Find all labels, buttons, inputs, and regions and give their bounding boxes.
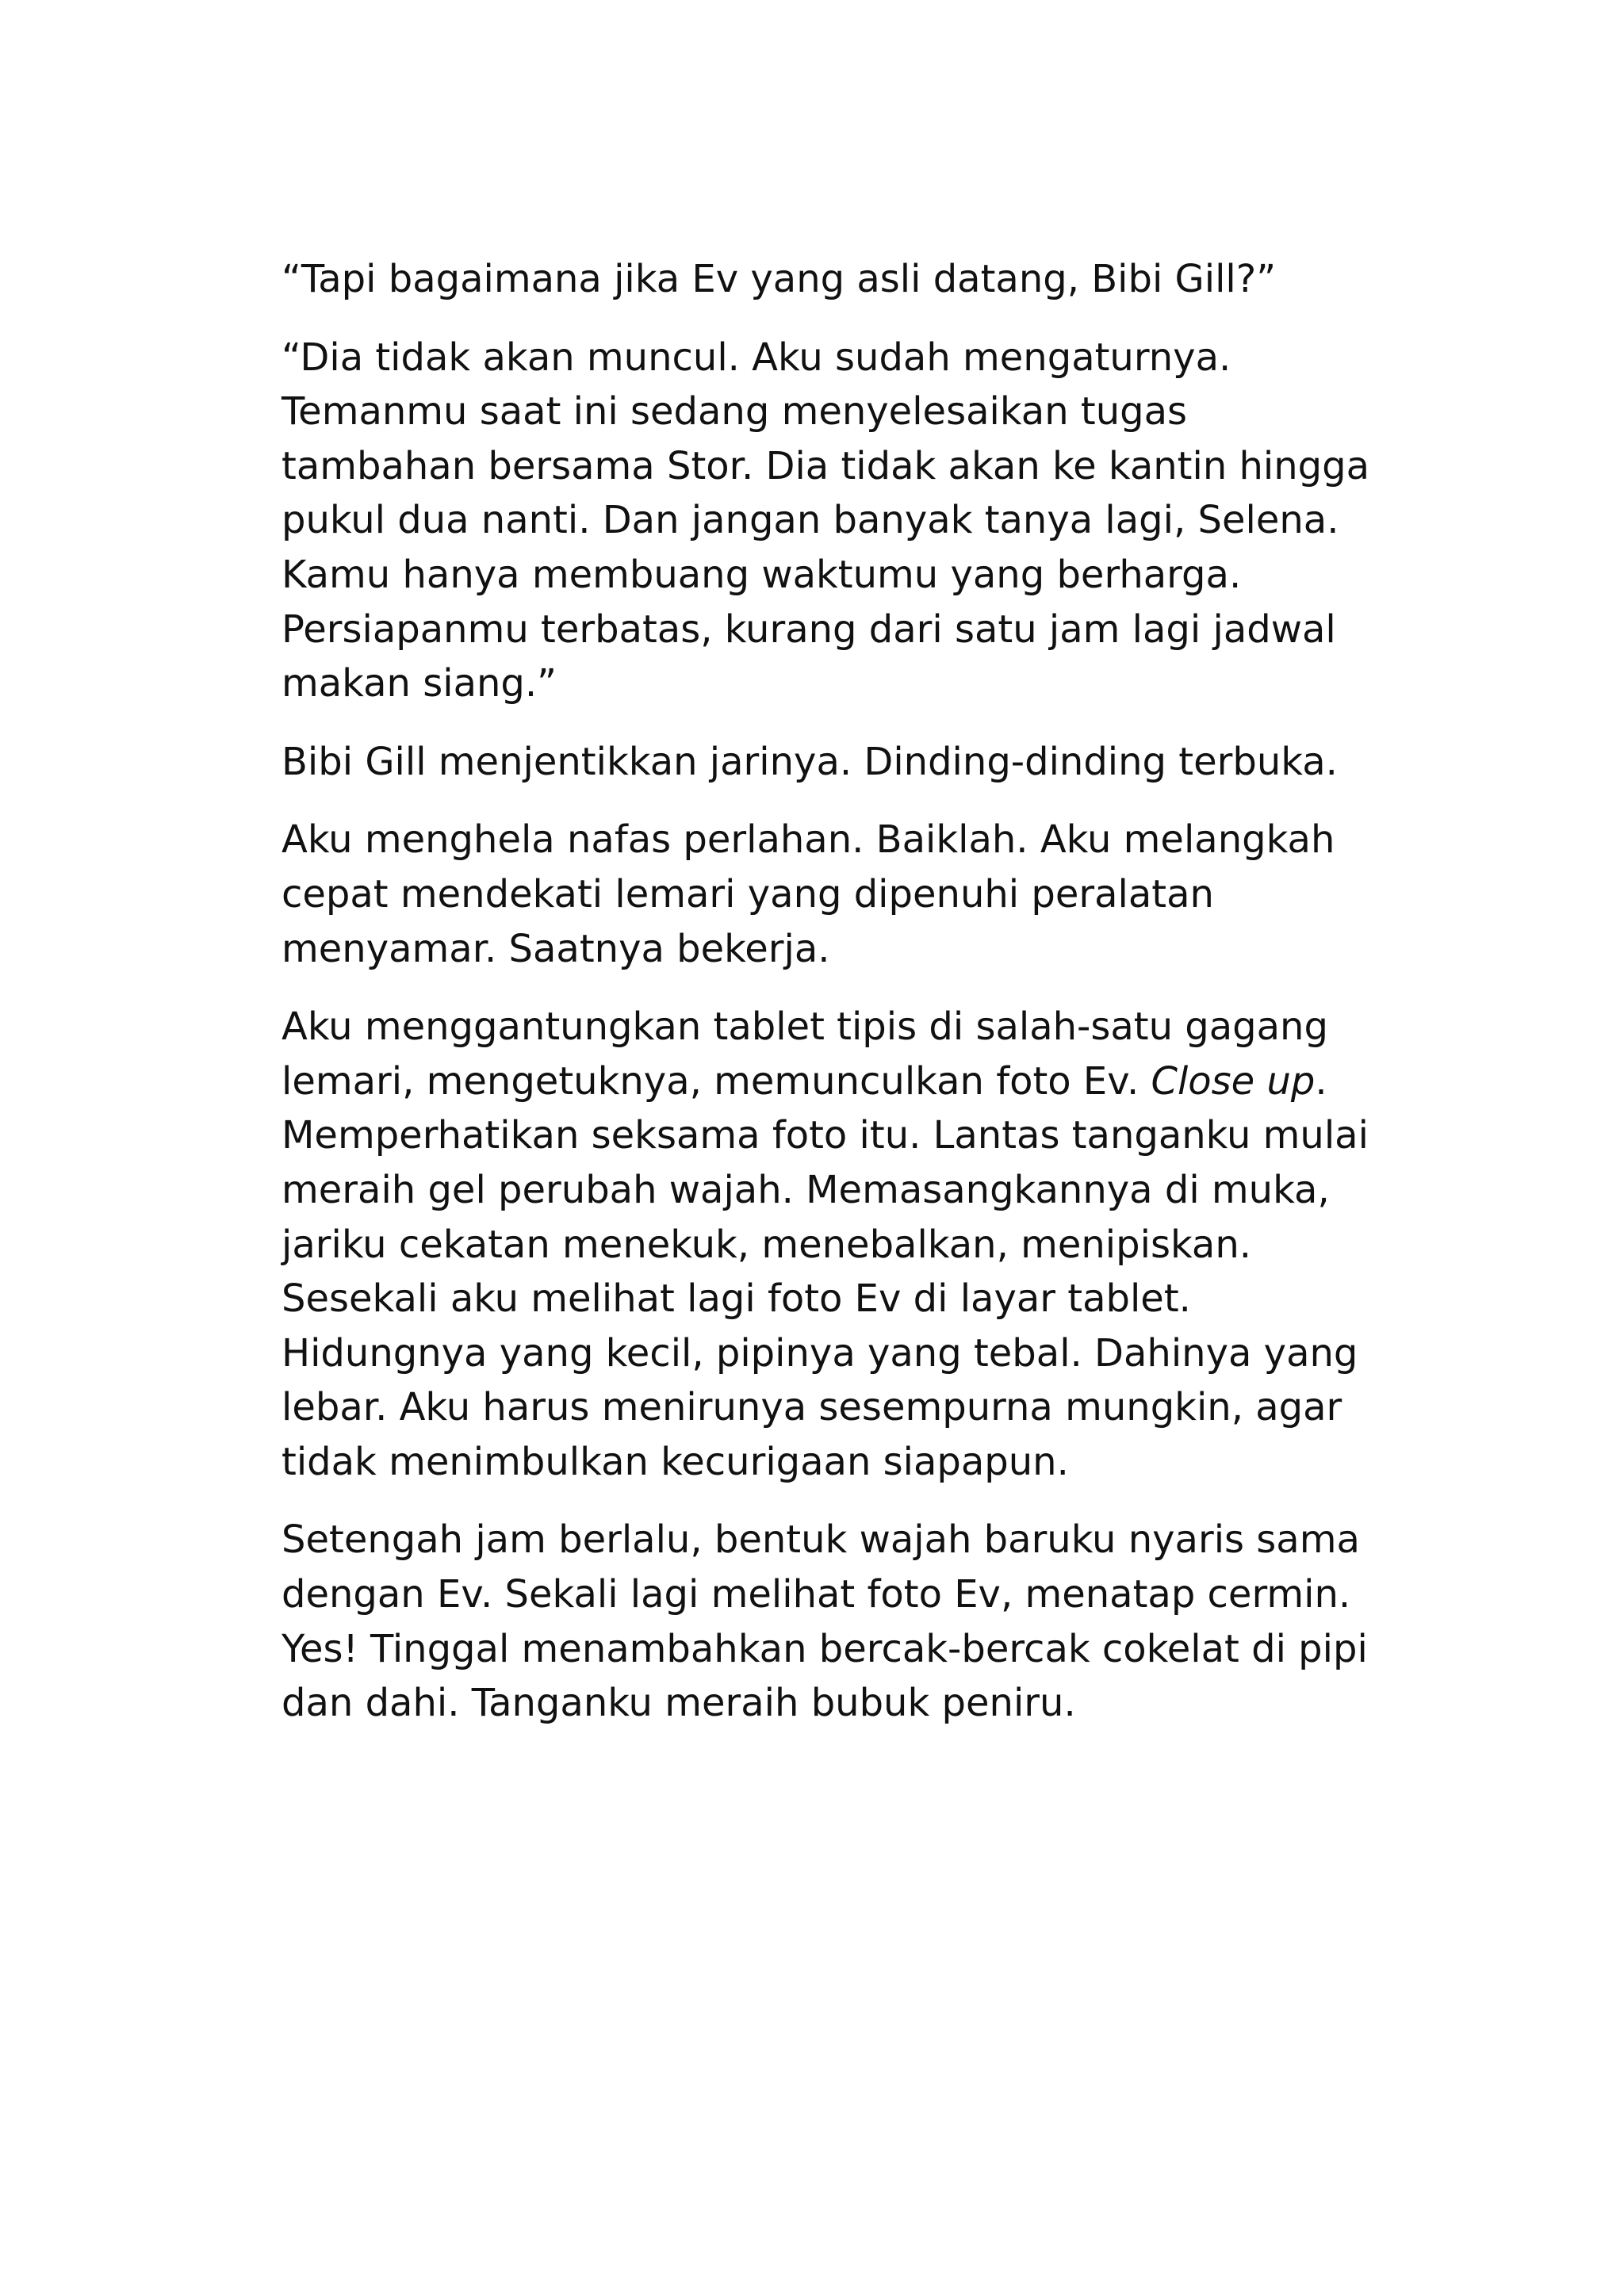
paragraph-5-text-a: Aku menggantungkan tablet tipis di salah-satu gagang lemari, mengetuknya, memunculkan foto Ev. [282, 1004, 1328, 1104]
paragraph-3-text: Bibi Gill menjentikkan jarinya. Dinding-dinding terbuka. [282, 739, 1338, 784]
paragraph-2-text: “Dia tidak akan muncul. Aku sudah mengaturnya. Temanmu saat ini sedang menyelesaikan tugas tambahan bersama Stor. Dia tidak akan ke kantin hingga pukul dua nanti. Dan jangan banyak tanya lagi, Selena. Kamu hanya membuang waktumu yang berharga. Persiapanmu terbatas, kurang dari satu jam lagi jadwal makan siang.” [282, 335, 1370, 706]
paragraph-6 [282, 1513, 1392, 1730]
paragraph-5-italic-text: Close up [1151, 1058, 1316, 1104]
story-text [282, 252, 1392, 1731]
paragraph-6-text: Setengah jam berlalu, bentuk wajah baruku nyaris sama dengan Ev. Sekali lagi melihat foto Ev, menatap cermin. Yes! Tinggal menambahkan bercak-bercak cokelat di pipi dan dahi. Tanganku meraih bubuk peniru. [282, 1517, 1368, 1726]
paragraph-2 [282, 331, 1392, 711]
paragraph-5-text-b: . Memperhatikan seksama foto itu. Lantas tanganku mulai meraih gel perubah wajah. Memasangkannya di muka, jariku cekatan menekuk, menebalkan, menipiskan. Sesekali aku melihat lagi foto Ev di layar tablet. Hidungnya yang kecil, pipinya yang tebal. Dahinya yang lebar. Aku harus menirunya sesempurna mungkin, agar tidak menimbulkan kecurigaan siapapun. [282, 1058, 1369, 1484]
paragraph-3 [282, 735, 1392, 790]
paragraph-5 [282, 1000, 1392, 1489]
paragraph-1-text: “Tapi bagaimana jika Ev yang asli datang, Bibi Gill?” [282, 257, 1277, 301]
paragraph-1 [282, 252, 1392, 307]
paragraph-4 [282, 813, 1392, 976]
paragraph-4-text: Aku menghela nafas perlahan. Baiklah. Aku melangkah cepat mendekati lemari yang dipenuhi peralatan menyamar. Saatnya bekerja. [282, 817, 1335, 971]
